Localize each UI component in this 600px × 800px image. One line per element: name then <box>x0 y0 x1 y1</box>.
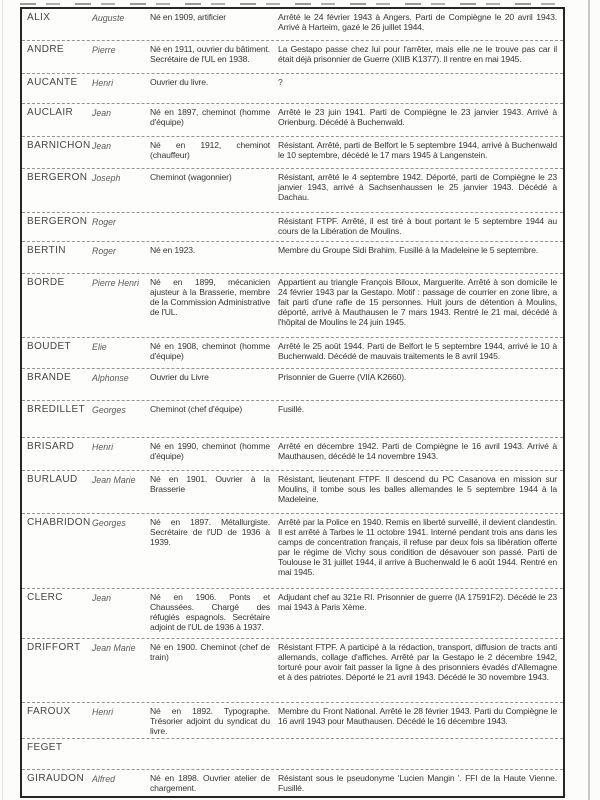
table-row <box>22 589 563 639</box>
table-row <box>22 9 563 41</box>
fate-cell: Résistant sous le pseudonyme 'Lucien Mangin '. FFI de la Haute Vienne. Fusillé. <box>278 773 557 793</box>
firstname-cell: Jean Marie <box>92 642 136 653</box>
fate-cell: Prisonnier de Guerre (VIIA K2660). <box>278 372 407 382</box>
table-row <box>22 369 563 401</box>
bio-cell: Né en 1901. Ouvrier à la Brasserie <box>150 474 270 494</box>
table-row <box>22 274 563 338</box>
table-row <box>22 438 563 471</box>
bio-cell: Né en 1906. Ponts et Chaussées. Chargé des réfugiés espagnols. Secrétaire adjoint de l'UL de 1936 à 1937. <box>150 592 270 632</box>
surname-cell: ALIX <box>27 12 51 23</box>
firstname-cell: Pierre <box>92 44 116 55</box>
bio-cell: Né en 1909, artificier <box>150 12 226 22</box>
table-body <box>22 9 563 796</box>
bio-cell: Né en 1899, mécanicien ajusteur à la Brasserie, membre de la Commission Administrative de l'UL. <box>150 277 270 317</box>
bio-cell: Né en 1911, ouvrier du bâtiment. Secrétaire de l'UL en 1938. <box>150 44 270 64</box>
bio-cell: Né en 1897, cheminot (homme d'équipe) <box>150 107 270 127</box>
surname-cell: GIRAUDON <box>27 773 85 784</box>
bio-cell: Cheminot (chef d'équipe) <box>150 404 243 414</box>
fate-cell: La Gestapo passe chez lui pour l'arrêter, mais elle ne le trouve pas car il était déjà prisonnier de Guerre (XIIB K1377). Il rentre en mai 1945. <box>278 44 557 64</box>
firstname-cell <box>92 742 150 767</box>
bio-cell: Né en 1897. Métallurgiste. Secrétaire de l'UD de 1936 à 1939. <box>150 517 270 547</box>
table-row <box>22 514 563 589</box>
surname-cell: BERTIN <box>27 245 66 256</box>
firstname-cell: Jean Marie <box>92 474 136 485</box>
fate-cell: Arrêté le 24 février 1943 à Angers. Parti de Compiègne le 20 avril 1943. Arrivé à Harteim, gazé le 26 juillet 1944. <box>278 12 557 32</box>
firstname-cell: Roger <box>92 216 116 227</box>
table-row <box>22 104 563 137</box>
bio-cell: Né en 1990, cheminot (homme d'équipe) <box>150 441 270 461</box>
fate-cell <box>278 742 563 767</box>
surname-cell: BARNICHON <box>27 140 91 151</box>
fate-cell: Résistant FTPF. A participé à la rédaction, transport, diffusion de tracts anti allemands, collage d'affiches. Arrêté par la Gestapo le 2 décembre 1942, torturé pour avoir fait passer la ligne à des prisonniers évadés d'Allemagne et à des patriotes. Déporté le 21 avril 1943. Décédé le 30 novembre 1943. <box>278 642 557 682</box>
surname-cell: AUCANTE <box>27 77 78 88</box>
bio-cell: Né en 1912, cheminot (chauffeur) <box>150 140 270 160</box>
firstname-cell: Elie <box>92 341 107 352</box>
bio-cell: Ouvrier du Livre <box>150 372 209 382</box>
surname-cell: FEGET <box>27 742 63 753</box>
firstname-cell: Georges <box>92 404 126 415</box>
surname-cell: ANDRE <box>27 44 65 55</box>
table-row <box>22 338 563 369</box>
surname-cell: BREDILLET <box>27 404 86 415</box>
firstname-cell: Jean <box>92 592 112 603</box>
firstname-cell: Alfred <box>92 773 115 784</box>
surname-cell: BRISARD <box>27 441 75 452</box>
bio-cell: Né en 1892. Typographe. Trésorier adjoint du syndicat du livre. <box>150 706 270 736</box>
firstname-cell: Pierre Henri <box>92 277 139 288</box>
fate-cell: Membre du Front National. Arrêté le 28 février 1943. Parti du Compiègne le 16 avril 1943 pour Mauthausen. Décédé le 16 décembre 1943. <box>278 706 557 726</box>
table-row <box>22 169 563 213</box>
table-row <box>22 213 563 242</box>
bio-cell <box>150 216 278 239</box>
firstname-cell: Henri <box>92 441 114 452</box>
fate-cell: Arrêté le 25 août 1944. Parti de Belfort le 5 septembre 1944, arrivé le 10 à Buchenwald. Décédé de mauvais traitements le 8 avril 1945. <box>278 341 557 361</box>
fate-cell: Fusillé. <box>278 404 305 414</box>
bio-cell <box>150 742 278 767</box>
surname-cell: BORDE <box>27 277 65 288</box>
firstname-cell: Auguste <box>92 12 125 23</box>
surname-cell: BERGERON <box>27 172 88 183</box>
table-row <box>22 242 563 274</box>
fate-cell: Résistant FTPF. Arrêté, il est tiré à bout portant le 5 septembre 1944 au cours de la Libération de Moulins. <box>278 216 557 236</box>
fate-cell: Résistant, arrêté le 4 septembre 1942. Déporté, parti de Compiègne le 23 janvier 1943, arrivé à Sachsenhaussen le 25 janvier 1943. Décédé à Dachau. <box>278 172 557 202</box>
bio-cell: Né en 1900. Cheminot (chef de train) <box>150 642 270 662</box>
deportees-table <box>20 7 565 798</box>
surname-cell: DRIFFORT <box>27 642 81 653</box>
firstname-cell: Henri <box>92 77 114 88</box>
fate-cell: Arrêté par la Police en 1940. Remis en liberté surveillé, il devient clandestin. Il est arrêté à Tarbes le 11 octobre 1941. Interné pendant trois ans dans les camps de concentration français, il refuse par deux fois sa libération offerte par le régime de Vichy sous condition de désavouer son passé. Parti de Toulouse le 31 juillet 1944, il arrive à Buchenwald le 6 août 1944. Rentré en mai 1945. <box>278 517 557 577</box>
table-row <box>22 41 563 74</box>
bio-cell: Cheminot (wagonnier) <box>150 172 232 182</box>
bio-cell: Né en 1898. Ouvrier atelier de chargement. <box>150 773 270 793</box>
fate-cell: Appartient au triangle François Biloux, Marguerite. Arrêté à son domicile le 24 février 1943 par la Gestapo. Motif : passage de courrier en zone libre, a fait parti d'une rafle de 15 personnes. Huit jours de détention à Moulins, déporté, arrivé à Mauthausen le 7 mars 1943. Rentré le 21 mai, décédé à l'hôpital de Moulins le 24 juin 1945. <box>278 277 557 327</box>
fate-cell: Adjudant chef au 321e RI. Prisonnier de guerre (IA 17591F2). Décédé le 23 mai 1943 à Paris Xème. <box>278 592 557 612</box>
scan-right-edge-artifact <box>588 0 590 800</box>
firstname-cell: Joseph <box>92 172 121 183</box>
surname-cell: FAROUX <box>27 706 71 717</box>
firstname-cell: Jean <box>92 140 112 151</box>
fate-cell: Arrêté le 23 juin 1941. Parti de Compiègne le 23 janvier 1943. Arrivé à Orienburg. Décédé à Buchenwald. <box>278 107 557 127</box>
table-row <box>22 401 563 438</box>
table-row <box>22 471 563 514</box>
table-row <box>22 74 563 104</box>
firstname-cell: Jean <box>92 107 112 118</box>
table-row <box>22 703 563 739</box>
bio-cell: Né en 1908, cheminot (homme d'équipe) <box>150 341 270 361</box>
table-row <box>22 770 563 796</box>
bio-cell: Ouvrier du livre. <box>150 77 209 87</box>
fate-cell: Membre du Groupe Sidi Brahim. Fusillé à la Madeleine le 5 septembre. <box>278 245 539 255</box>
table-row <box>22 739 563 770</box>
surname-cell: CHABRIDON <box>27 517 91 528</box>
firstname-cell: Georges <box>92 517 126 528</box>
surname-cell: BERGERON <box>27 216 88 227</box>
firstname-cell: Alphonse <box>92 372 129 383</box>
surname-cell: BURLAUD <box>27 474 78 485</box>
firstname-cell: Henri <box>92 706 114 717</box>
table-row <box>22 137 563 169</box>
surname-cell: AUCLAIR <box>27 107 74 118</box>
scan-left-edge-artifact <box>2 0 3 800</box>
fate-cell: Résistant, lieutenant FTPF. Il descend du PC Casanova en mission sur Moulins, il tombe sous les balles allemandes le 5 septembre 1944 à la Madeleine. <box>278 474 557 504</box>
surname-cell: CLERC <box>27 592 63 603</box>
fate-cell: Résistant. Arrêté, parti de Belfort le 5 septembre 1944, arrivé à Buchenwald le 10 septembre, décédé le 17 mars 1945 à Langenstein. <box>278 140 557 160</box>
table-row <box>22 639 563 703</box>
fate-cell: ? <box>278 77 283 87</box>
bio-cell: Né en 1923. <box>150 245 196 255</box>
fate-cell: Arrêté en décembre 1942. Parti de Compiègne le 16 avril 1943. Arrivé à Mauthausen, décédé le 14 novembre 1943. <box>278 441 557 461</box>
firstname-cell: Roger <box>92 245 116 256</box>
surname-cell: BOUDET <box>27 341 72 352</box>
surname-cell: BRANDE <box>27 372 72 383</box>
